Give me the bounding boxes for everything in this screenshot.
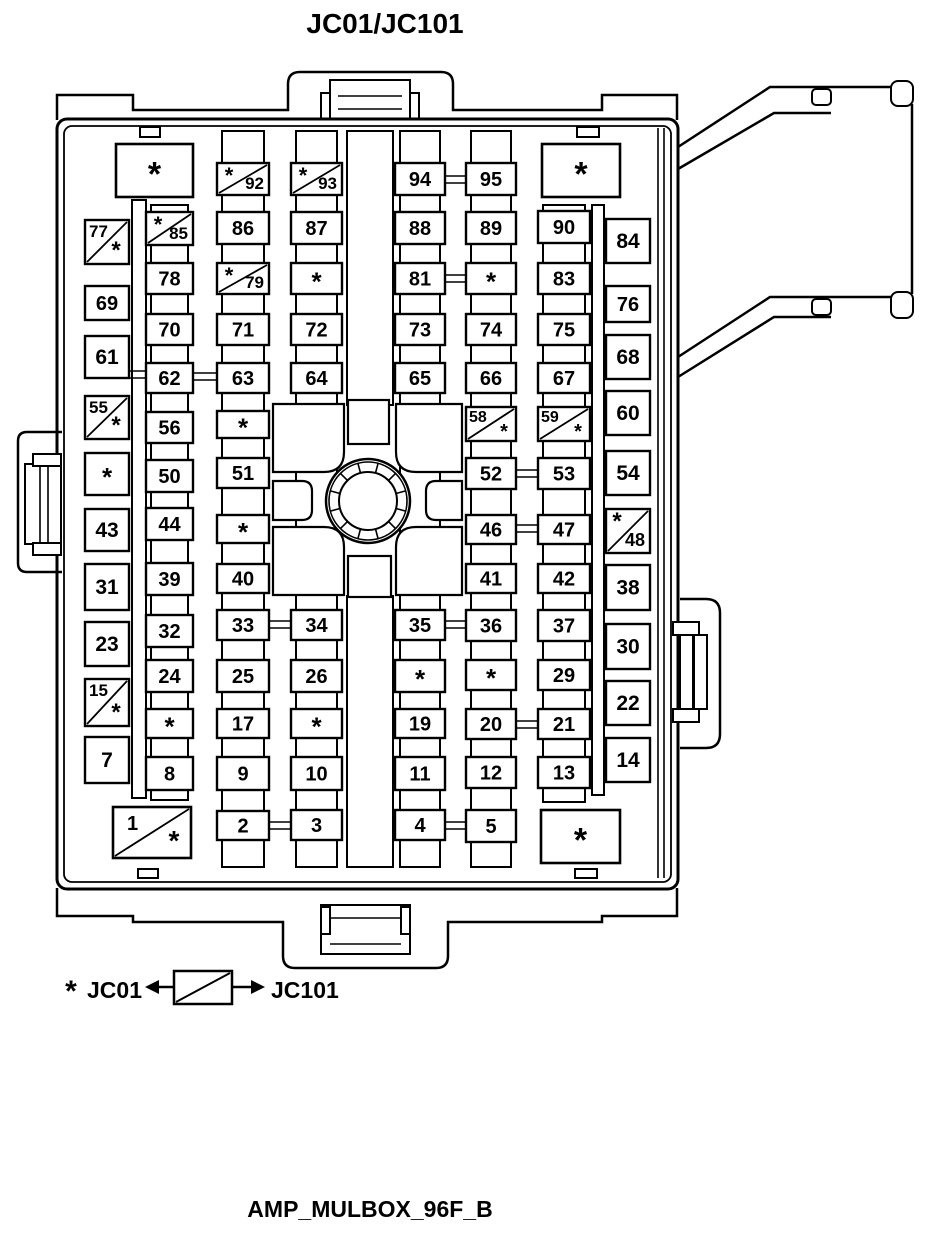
cell-47 <box>538 515 590 544</box>
cell-label: 11 <box>409 763 431 786</box>
cell-50 <box>146 460 193 492</box>
center-block <box>273 527 344 595</box>
cell-10 <box>291 757 342 790</box>
cell-85 <box>146 212 193 245</box>
bottom-latch <box>321 905 410 954</box>
cell-26 <box>291 660 342 692</box>
cell-label: 44 <box>158 514 181 536</box>
cell-24 <box>146 660 193 692</box>
cell-label: * <box>414 664 426 694</box>
cell-label: 70 <box>158 319 181 342</box>
cell-34 <box>291 610 342 640</box>
cell-label: 86 <box>231 218 255 240</box>
cell-label: * <box>311 266 322 297</box>
center-post-top <box>348 400 389 444</box>
cell-9 <box>217 757 269 790</box>
cell-label: 50 <box>158 466 181 488</box>
cell-label: 24 <box>158 666 181 688</box>
bracket-bottom-cap <box>891 292 913 318</box>
cell-46 <box>466 515 516 544</box>
cell-11 <box>395 757 445 790</box>
cell-label: 67 <box>552 368 576 390</box>
cell-label: 88 <box>408 218 432 240</box>
legend-jc01-label: JC01 <box>87 977 142 1003</box>
cell-label: 81 <box>408 268 432 291</box>
cell-label: 29 <box>552 665 576 687</box>
cell-84 <box>606 219 650 263</box>
cell-72 <box>291 314 342 345</box>
cell-1 <box>113 807 191 858</box>
column-rail <box>592 205 604 795</box>
center-post-bottom <box>348 556 391 597</box>
cell-label: 22 <box>616 692 640 715</box>
cell-55 <box>85 396 129 439</box>
top-latch <box>321 80 419 122</box>
cell-33 <box>217 610 269 640</box>
column-rail <box>347 596 393 867</box>
cell-label: 46 <box>479 519 503 542</box>
cell-label: 63 <box>231 368 255 390</box>
cell-label: 47 <box>552 519 576 542</box>
cell-2 <box>217 811 269 840</box>
cell-61 <box>85 336 129 378</box>
cell-label: 65 <box>408 368 432 390</box>
cell-label: 2 <box>237 815 249 838</box>
cell-label: 8 <box>163 763 176 786</box>
cell-label: * <box>574 421 582 443</box>
column-rail <box>347 131 393 405</box>
alignment-bump-bottom-right <box>575 869 597 878</box>
cell-56 <box>146 412 193 443</box>
left-latch <box>18 432 62 572</box>
cell-31 <box>85 564 129 610</box>
center-block <box>426 481 462 520</box>
cell-70 <box>146 314 193 345</box>
cell-label: 37 <box>552 615 576 638</box>
cell-label: * <box>485 266 497 297</box>
cell-star <box>395 660 445 694</box>
cell-48 <box>606 508 650 553</box>
bracket-lower-tab <box>812 299 831 315</box>
cell-star <box>291 263 342 297</box>
cell-label: 83 <box>552 268 576 291</box>
cell-label: 64 <box>305 368 328 390</box>
cell-7 <box>85 737 129 783</box>
cell-label: * <box>574 155 588 194</box>
cell-12 <box>466 757 516 788</box>
cell-label: * <box>237 412 249 443</box>
center-guide-hole <box>326 459 410 543</box>
cell-13 <box>538 757 590 788</box>
cell-label: 42 <box>552 568 576 591</box>
cell-label: 60 <box>616 402 640 425</box>
cell-label: * <box>111 237 121 264</box>
cell-67 <box>538 363 590 393</box>
column-rail <box>132 200 146 798</box>
cell-52 <box>466 458 516 489</box>
cell-label: 25 <box>231 666 255 688</box>
cell-label: 68 <box>616 346 640 369</box>
cell-17 <box>217 709 269 738</box>
cell-label: 4 <box>414 815 426 837</box>
cell-label: 89 <box>479 218 503 240</box>
cell-73 <box>395 314 445 345</box>
cell-label: 19 <box>408 713 432 736</box>
cell-label: 77 <box>89 222 108 241</box>
legend-right-arrow <box>251 980 265 994</box>
cell-36 <box>466 610 516 641</box>
cell-label: 76 <box>616 294 640 316</box>
cell-label: 58 <box>469 409 487 426</box>
cell-star <box>116 144 193 197</box>
cell-93 <box>291 163 342 195</box>
cell-label: * <box>153 212 163 237</box>
cell-star <box>291 709 342 742</box>
cell-19 <box>395 709 445 738</box>
cell-86 <box>217 212 269 244</box>
right-latch <box>673 599 720 748</box>
cell-label: 17 <box>231 713 255 736</box>
cell-label: 40 <box>231 568 255 591</box>
mounting-bracket <box>678 81 913 377</box>
cell-15 <box>85 679 129 726</box>
cell-42 <box>538 564 590 593</box>
bracket-top-cap <box>891 81 913 106</box>
cell-label: * <box>224 163 234 188</box>
cell-label: * <box>111 412 121 439</box>
cell-37 <box>538 610 590 641</box>
cell-58 <box>466 407 516 443</box>
cell-label: 51 <box>231 463 255 485</box>
cell-32 <box>146 615 193 647</box>
cell-63 <box>217 363 269 393</box>
cell-35 <box>395 610 445 640</box>
cell-label: 78 <box>158 268 181 291</box>
cell-label: * <box>224 263 234 288</box>
cell-66 <box>466 363 516 393</box>
cell-label: 62 <box>158 368 181 390</box>
cell-label: 69 <box>95 293 119 315</box>
cell-label: 34 <box>305 615 328 637</box>
cell-77 <box>85 220 129 264</box>
cell-star <box>217 411 269 443</box>
cell-label: 93 <box>318 174 337 193</box>
cell-89 <box>466 212 516 244</box>
cell-label: 7 <box>101 749 113 772</box>
cell-74 <box>466 314 516 345</box>
cell-41 <box>466 564 516 593</box>
cell-star <box>217 515 269 547</box>
cell-90 <box>538 211 590 243</box>
cell-22 <box>606 681 650 725</box>
cell-68 <box>606 335 650 379</box>
bracket-lower-arm <box>678 297 891 377</box>
cell-label: 32 <box>158 621 181 643</box>
cell-label: 5 <box>485 816 497 838</box>
cell-label: 9 <box>237 763 249 786</box>
cell-label: 52 <box>479 463 503 486</box>
cell-label: 73 <box>408 319 432 342</box>
cell-label: * <box>500 421 508 443</box>
cell-label: * <box>101 462 113 492</box>
cell-star <box>85 453 129 495</box>
cell-label: * <box>311 711 322 742</box>
cell-label: 75 <box>552 319 576 342</box>
cell-20 <box>466 709 516 739</box>
cell-44 <box>146 508 193 540</box>
cell-label: * <box>168 825 180 856</box>
cell-40 <box>217 564 269 593</box>
cell-label: 79 <box>245 273 264 292</box>
cell-3 <box>291 810 342 840</box>
cell-label: 90 <box>552 217 576 239</box>
cell-4 <box>395 810 445 840</box>
cell-label: 23 <box>95 633 119 656</box>
bracket-upper-arm <box>678 87 893 169</box>
cell-label: * <box>147 155 162 194</box>
cell-88 <box>395 212 445 244</box>
cell-label: 39 <box>158 569 181 591</box>
cell-label: 72 <box>305 319 328 342</box>
alignment-bump-top-right <box>577 127 599 137</box>
cell-92 <box>217 163 269 195</box>
cell-label: 10 <box>305 763 328 786</box>
cell-label: 94 <box>408 169 432 191</box>
cell-label: 35 <box>408 615 432 637</box>
cell-label: 61 <box>95 346 119 369</box>
cell-78 <box>146 263 193 294</box>
cell-59 <box>538 407 590 443</box>
cell-star <box>466 263 516 297</box>
cell-79 <box>217 263 269 294</box>
bracket-upper-tab <box>812 89 831 105</box>
cell-62 <box>146 363 193 393</box>
cell-label: 26 <box>305 666 328 688</box>
cell-label: 84 <box>616 230 640 253</box>
cell-23 <box>85 622 129 666</box>
cell-71 <box>217 314 269 345</box>
cell-30 <box>606 624 650 669</box>
cell-label: 12 <box>479 762 503 785</box>
alignment-bump-top-left <box>140 127 160 137</box>
cell-label: 33 <box>231 615 255 637</box>
cell-5 <box>466 810 516 842</box>
cell-label: * <box>111 699 121 726</box>
cell-95 <box>466 163 516 195</box>
legend-jc101-label: JC101 <box>271 977 339 1003</box>
cell-14 <box>606 738 650 782</box>
cell-label: * <box>573 821 588 860</box>
cell-25 <box>217 660 269 692</box>
cell-75 <box>538 314 590 345</box>
center-guide <box>273 400 462 597</box>
cell-53 <box>538 458 590 489</box>
cell-label: 20 <box>479 714 503 736</box>
cell-label: * <box>485 663 497 693</box>
cell-label: * <box>298 163 308 188</box>
center-block <box>273 481 312 520</box>
cell-star <box>542 144 620 197</box>
cell-label: 66 <box>479 368 503 390</box>
cell-label: 95 <box>479 169 503 191</box>
cell-51 <box>217 458 269 488</box>
cell-label: 1 <box>127 813 139 835</box>
cell-label: 36 <box>479 615 503 638</box>
cell-83 <box>538 263 590 294</box>
cell-69 <box>85 286 129 320</box>
cell-label: 59 <box>541 409 559 426</box>
legend-star: * <box>65 975 77 1008</box>
cell-label: * <box>237 517 249 547</box>
cell-29 <box>538 660 590 690</box>
cell-label: 74 <box>479 319 503 342</box>
cell-87 <box>291 212 342 244</box>
cell-label: * <box>164 711 175 742</box>
legend-left-arrow <box>145 980 159 994</box>
center-block <box>273 404 344 472</box>
cell-64 <box>291 363 342 393</box>
cell-star <box>146 709 193 742</box>
cell-label: 21 <box>552 714 576 736</box>
cell-8 <box>146 757 193 790</box>
cell-label: 71 <box>231 319 255 342</box>
cell-label: 43 <box>95 519 119 542</box>
cell-60 <box>606 391 650 435</box>
page-title: JC01/JC101 <box>306 8 464 39</box>
cell-label: 55 <box>89 398 108 417</box>
cell-43 <box>85 509 129 551</box>
cell-label: 3 <box>310 815 323 837</box>
cell-81 <box>395 263 445 294</box>
cell-label: 54 <box>616 462 640 485</box>
cell-label: 14 <box>616 749 640 772</box>
cell-label: * <box>612 508 622 535</box>
cell-label: 92 <box>245 174 264 193</box>
caption: AMP_MULBOX_96F_B <box>247 1196 493 1222</box>
cell-label: 15 <box>89 681 108 700</box>
cell-label: 30 <box>616 635 640 659</box>
cell-65 <box>395 363 445 393</box>
cell-label: 38 <box>616 576 640 600</box>
cell-label: 48 <box>624 530 645 550</box>
cell-38 <box>606 565 650 610</box>
cell-label: 41 <box>479 568 503 591</box>
cell-39 <box>146 563 193 595</box>
center-block <box>396 527 462 595</box>
cell-label: 56 <box>158 417 181 440</box>
cell-label: 13 <box>552 762 576 785</box>
legend <box>65 971 339 1008</box>
cell-21 <box>538 709 590 739</box>
cell-label: 87 <box>305 218 328 240</box>
cell-star <box>541 810 620 863</box>
alignment-bump-bottom-left <box>138 869 158 878</box>
cell-label: 85 <box>169 224 188 243</box>
cell-label: 31 <box>95 576 119 599</box>
cell-94 <box>395 163 445 195</box>
cell-76 <box>606 286 650 322</box>
cell-54 <box>606 451 650 495</box>
cell-label: 53 <box>552 463 576 486</box>
center-block <box>396 404 462 472</box>
cell-star <box>466 660 516 693</box>
